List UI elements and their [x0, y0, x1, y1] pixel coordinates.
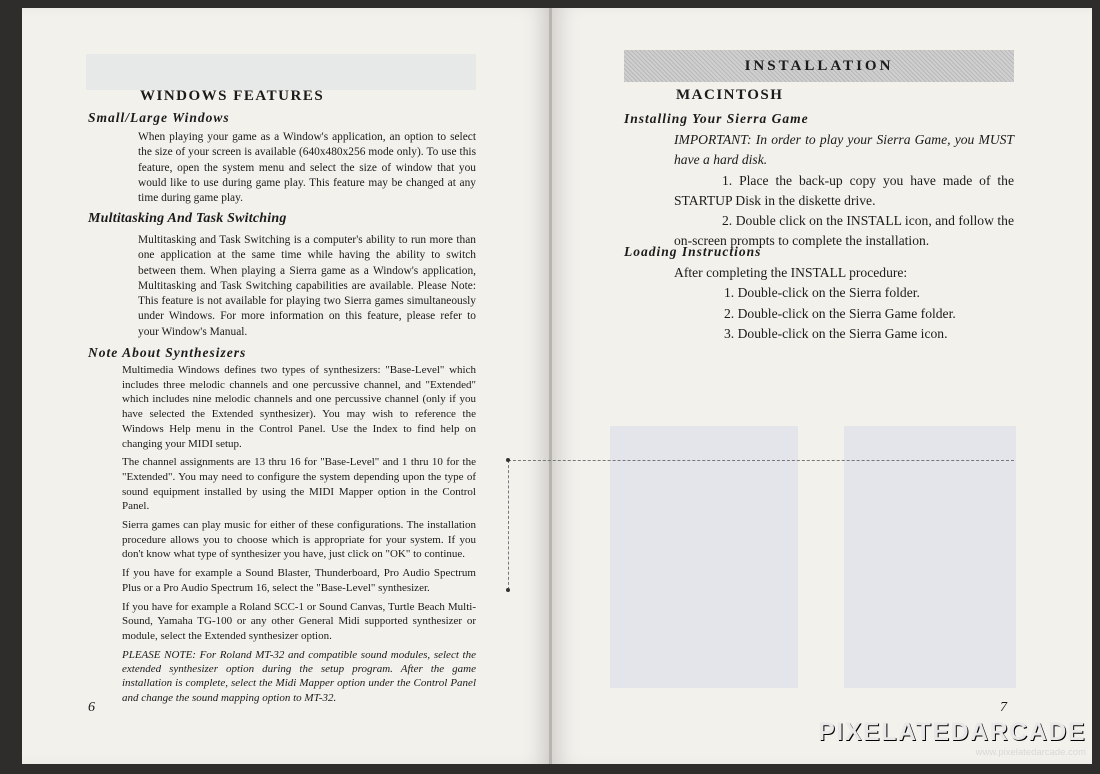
important-note: IMPORTANT: In order to play your Sierra Game, you MUST have a hard disk.: [674, 132, 1014, 168]
left-page: [22, 8, 550, 764]
watermark-url: www.pixelatedarcade.com: [975, 747, 1086, 758]
watermark: [818, 718, 1086, 758]
left-page-title: WINDOWS FEATURES: [140, 88, 325, 104]
paragraph: If you have for example a Sound Blaster, Thunderboard, Pro Audio Spectrum Plus or a Pro Audio Spectrum 16, select the "Base-Level" synthesizer.: [122, 567, 476, 594]
fold-guide-vertical: [508, 460, 509, 590]
section-body-small-large-windows: [138, 130, 476, 210]
loading-step: 2. Double-click on the Sierra Game folder.: [724, 305, 956, 321]
watermark-brand: PIXELATEDARCADE: [818, 718, 1086, 746]
paragraph: If you have for example a Roland SCC-1 or Sound Canvas, Turtle Beach Multi-Sound, Yamaha TG-100 or any other General Midi supported synthesizer or module, select the Extended synthesizer option.: [122, 600, 476, 642]
paragraph: The channel assignments are 13 thru 16 for "Base-Level" and 1 thru 10 for the "Extended". You may need to configure the system depending upon the type of sound equipment installed by using the MIDI Mapper option in the Control Panel.: [122, 456, 476, 513]
paragraph: Multitasking and Task Switching is a computer's ability to run more than one application at the same time while having the ability to switch between them. When playing a Sierra game as a Window's application, Multitasking and Task Switching capabilities are available. Please Note: This feature is not available for playing two Sierra games simultaneously under Windows. For more information on this feature, please refer to your Window's Manual.: [138, 234, 476, 338]
installing-body: [674, 130, 1014, 252]
installing-heading: Installing Your Sierra Game: [624, 111, 809, 126]
page-number: 7: [1000, 700, 1007, 715]
section-body-synthesizers: [122, 363, 476, 705]
paragraph: Multimedia Windows defines two types of synthesizers: "Base-Level" which includes three melodic channels and one percussive channel, and "Extended" which includes nine melodic channels and one percussive channel (only if you have selected the Extended synthesizer). You may wish to reference the Windows Help menu in the Control Panel. Use the Index to find help on changing your MIDI setup.: [122, 364, 476, 450]
section-heading-synthesizers: Note About Synthesizers: [88, 345, 247, 360]
paragraph: Sierra games can play music for either of these configurations. The installation procedure allows you to choose which is appropriate for your system. If you don't know what type of synthesizer you have, just click on "OK" to continue.: [122, 519, 476, 561]
note-paragraph: PLEASE NOTE: For Roland MT-32 and compatible sound modules, select the extended synthesizer option during the setup program. After the game installation is complete, select the Midi Mapper option under the Control Panel and change the sound mapping option to MT-32.: [122, 648, 476, 704]
fold-guide-dot: [506, 458, 510, 462]
loading-step: 3. Double-click on the Sierra Game icon.: [724, 325, 948, 341]
right-page: [552, 8, 1092, 764]
paragraph: When playing your game as a Window's application, an option to select the size of your screen is available (640x480x256 mode only). To use this feature, open the system menu and select the size of window that you would like to use during game play. This feature may be changed at any time during game play.: [138, 131, 476, 205]
bleed-through-band: [86, 54, 476, 90]
fold-guide-horizontal: [508, 460, 1014, 461]
installation-banner: [624, 50, 1014, 82]
loading-step: 1. Double-click on the Sierra folder.: [724, 285, 920, 301]
install-step: 1. Place the back-up copy you have made of the STARTUP Disk in the diskette drive.: [674, 172, 1014, 208]
bleed-through-image-left: [610, 426, 798, 688]
fold-guide-dot: [506, 588, 510, 592]
right-page-title: MACINTOSH: [676, 87, 784, 103]
section-heading-small-large-windows: Small/Large Windows: [88, 110, 230, 125]
loading-body: [674, 263, 1014, 344]
page-number: 6: [88, 700, 95, 715]
loading-heading: Loading Instructions: [624, 244, 762, 259]
banner-text: INSTALLATION: [744, 57, 894, 74]
loading-intro: After completing the INSTALL procedure:: [674, 265, 908, 280]
section-heading-multitasking: Multitasking And Task Switching: [88, 211, 287, 226]
bleed-through-image-right: [844, 426, 1016, 688]
section-body-multitasking: [138, 233, 476, 344]
install-step: 2. Double click on the INSTALL icon, and follow the on-screen prompts to complete the installation.: [674, 213, 1014, 249]
